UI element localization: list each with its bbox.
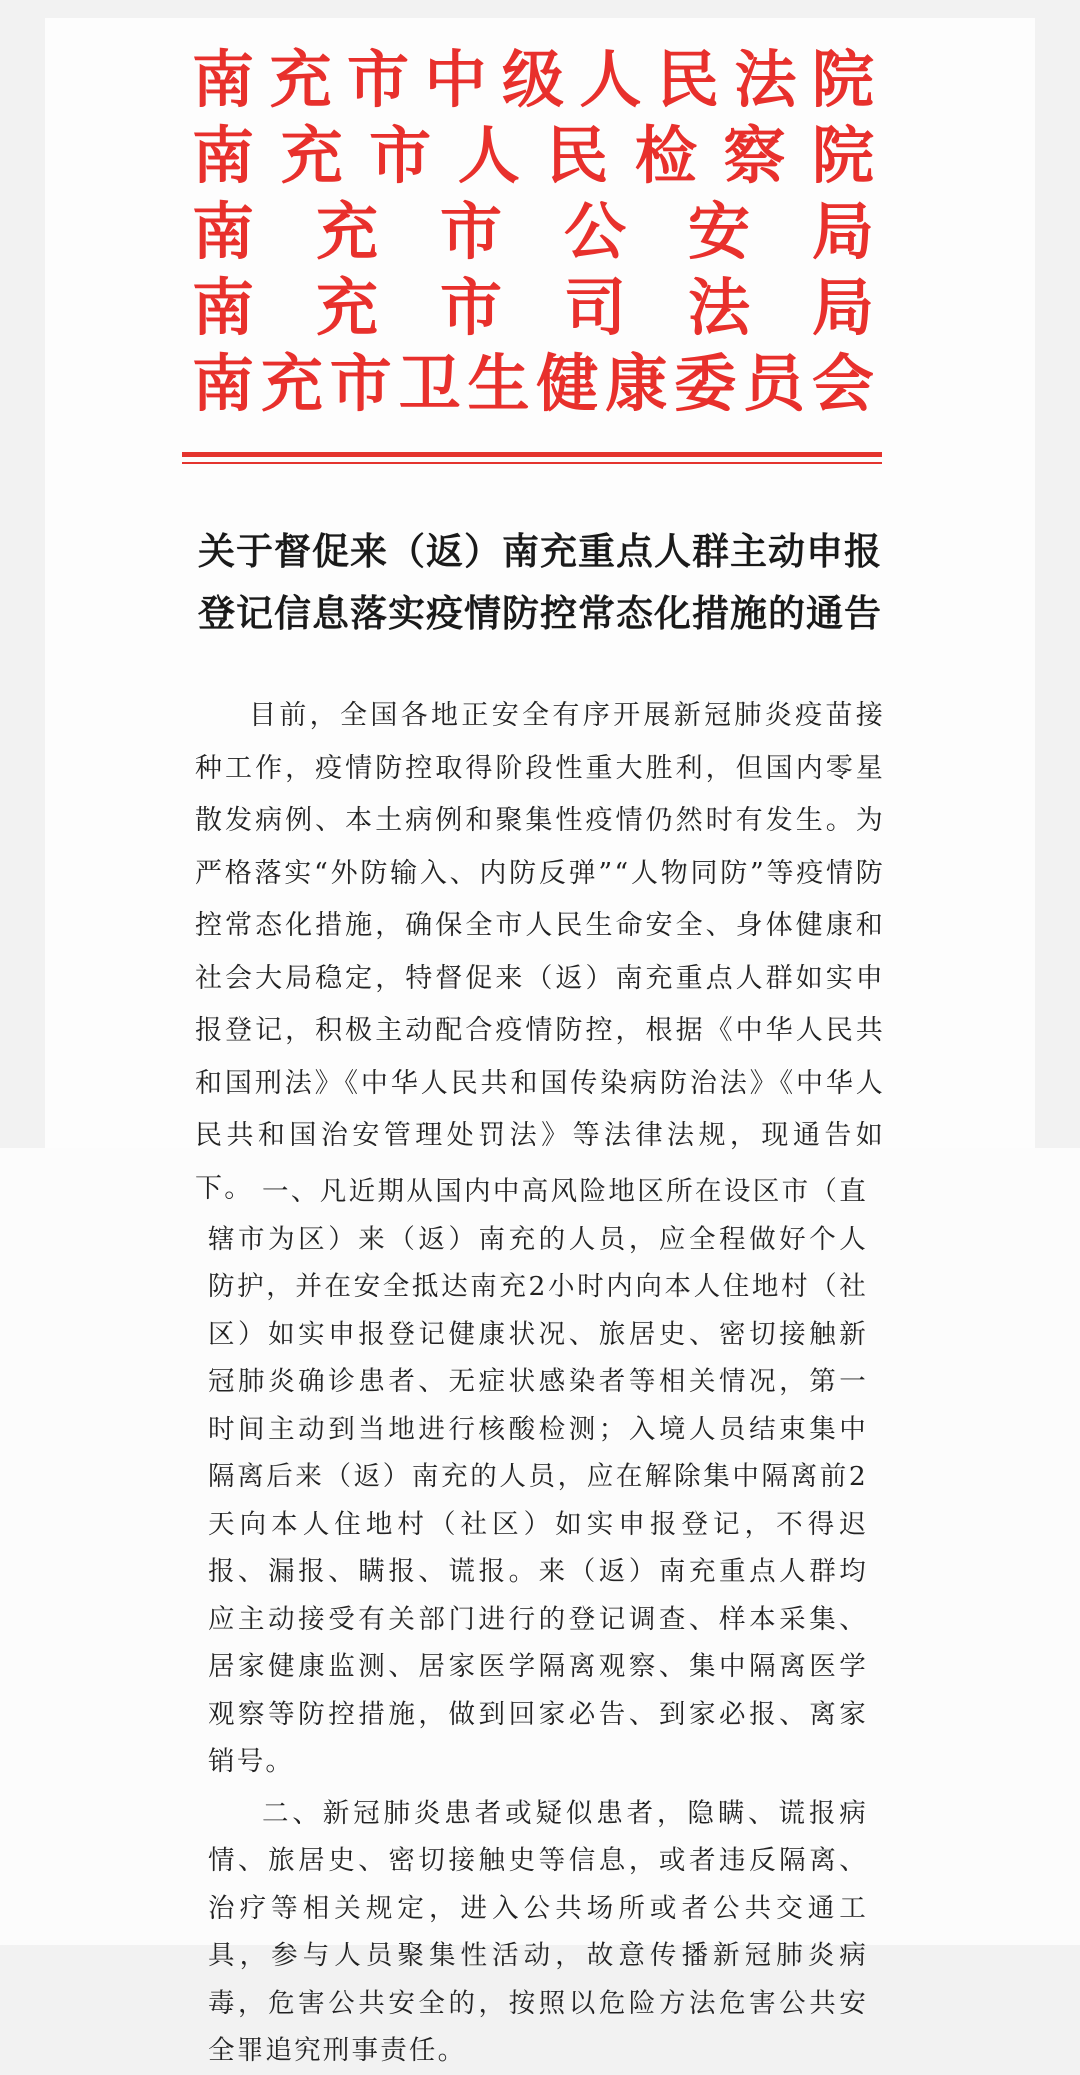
agency-char: 市 <box>439 271 502 344</box>
agency-char: 司 <box>563 271 626 344</box>
agency-char: 人 <box>579 43 642 116</box>
agency-char: 法 <box>734 43 797 116</box>
agency-char: 法 <box>687 271 750 344</box>
agency-char: 生 <box>467 347 530 420</box>
agency-health-commission <box>192 346 874 422</box>
agency-char: 市 <box>439 195 502 268</box>
agency-procuratorate <box>192 118 874 194</box>
header-rule-thin <box>182 462 882 464</box>
agency-char: 南 <box>192 43 255 116</box>
agency-char: 中 <box>424 43 487 116</box>
issuing-agencies-header <box>192 42 874 422</box>
agency-intermediate-court <box>192 42 874 118</box>
agency-char: 级 <box>501 43 564 116</box>
agency-char: 康 <box>605 347 668 420</box>
agency-char: 检 <box>634 119 697 192</box>
agency-char: 院 <box>811 119 874 192</box>
agency-char: 健 <box>536 347 599 420</box>
agency-char: 察 <box>723 119 786 192</box>
agency-char: 南 <box>192 271 255 344</box>
provisions-section <box>208 1168 868 2075</box>
agency-char: 安 <box>687 195 750 268</box>
provision-2-paragraph: 二、新冠肺炎患者或疑似患者，隐瞒、谎报病情、旅居史、密切接触史等信息，或者违反隔离、治疗等相关规定，进入公共场所或者公共交通工具，参与人员聚集性活动，故意传播新冠肺炎病毒，危害公共安全的，按照以危险方法危害公共安全罪追究刑事责任。 <box>208 1797 868 2066</box>
agency-char: 委 <box>674 347 737 420</box>
agency-char: 人 <box>457 119 520 192</box>
agency-char: 南 <box>192 119 255 192</box>
agency-char: 充 <box>280 119 343 192</box>
agency-char: 卫 <box>398 347 461 420</box>
agency-char: 南 <box>192 195 255 268</box>
agency-char: 局 <box>811 195 874 268</box>
intro-paragraph: 目前，全国各地正安全有序开展新冠肺炎疫苗接种工作，疫情防控取得阶段性重大胜利，但国内零星散发病例、本土病例和聚集性疫情仍然时有发生。为严格落实“外防输入、内防反弹”“人物同防”等疫情防控常态化措施，确保全市人民生命安全、身体健康和社会大局稳定，特督促来（返）南充重点人群如实申报登记，积极主动配合疫情防控，根据《中华人民共和国刑法》《中华人民共和国传染病防治法》《中华人民共和国治安管理处罚法》等法律法规，现通告如下。 <box>195 700 885 1204</box>
header-rule-thick <box>182 452 882 457</box>
agency-char: 充 <box>315 195 378 268</box>
agency-char: 市 <box>329 347 392 420</box>
agency-char: 民 <box>656 43 719 116</box>
agency-char: 公 <box>563 195 626 268</box>
agency-char: 局 <box>811 271 874 344</box>
agency-justice-bureau <box>192 270 874 346</box>
agency-char: 会 <box>811 347 874 420</box>
notice-title <box>180 520 900 644</box>
agency-char: 民 <box>546 119 609 192</box>
agency-char: 院 <box>811 43 874 116</box>
agency-char: 充 <box>315 271 378 344</box>
agency-public-security-bureau <box>192 194 874 270</box>
agency-char: 充 <box>260 347 323 420</box>
notice-title-line: 登记信息落实疫情防控常态化措施的通告 <box>198 591 882 635</box>
agency-char: 员 <box>743 347 806 420</box>
agency-char: 充 <box>269 43 332 116</box>
agency-char: 南 <box>192 347 255 420</box>
agency-char: 市 <box>346 43 409 116</box>
provision-1-paragraph: 一、凡近期从国内中高风险地区所在设区市（直辖市为区）来（返）南充的人员，应全程做好个人防护，并在安全抵达南充2小时内向本人住地村（社区）如实申报登记健康状况、旅居史、密切接触新冠肺炎确诊患者、无症状感染者等相关情况，第一时间主动到当地进行核酸检测；入境人员结束集中隔离后来（返）南充的人员，应在解除集中隔离前2天向本人住地村（社区）如实申报登记，不得迟报、漏报、瞒报、谎报。来（返）南充重点人群均应主动接受有关部门进行的登记调查、样本采集、居家健康监测、居家医学隔离观察、集中隔离医学观察等防控措施，做到回家必告、到家必报、离家销号。 <box>208 1176 868 1777</box>
notice-title-line: 关于督促来（返）南充重点人群主动申报 <box>198 529 882 573</box>
agency-char: 市 <box>369 119 432 192</box>
intro-section <box>195 690 885 1215</box>
